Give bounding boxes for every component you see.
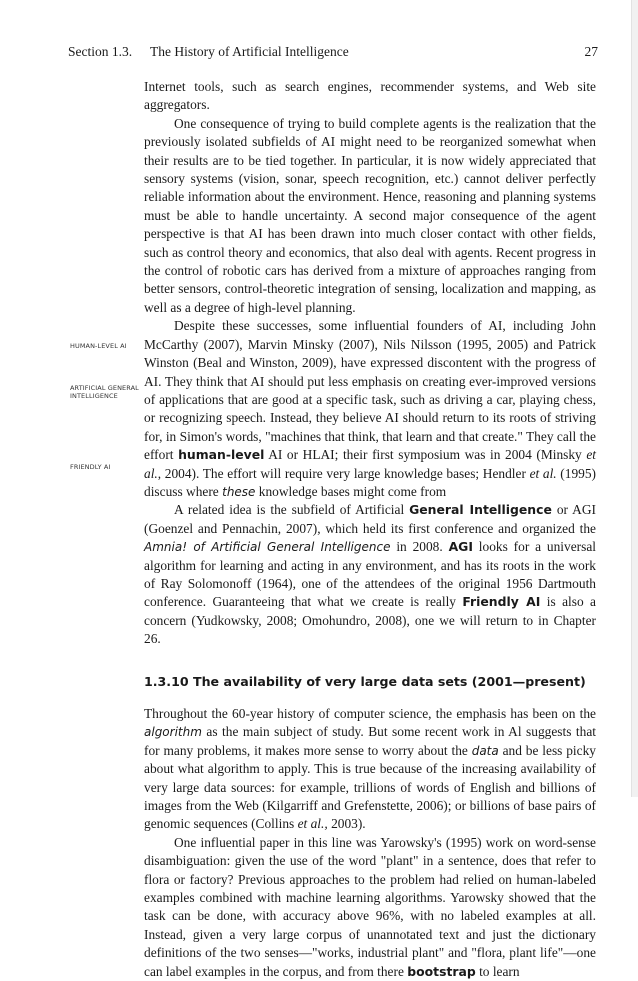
margin-note-agi: ARTIFICIAL GENERAL INTELLIGENCE [70,384,139,400]
term-bootstrap: bootstrap [407,963,476,979]
header-title: The History of Artificial Intelligence [150,44,349,59]
running-header [68,44,598,60]
page-edge [631,0,638,797]
term-human-level: human-level [178,447,265,463]
page-body [144,78,596,981]
paragraph-6: One influential paper in this line was Yarowsky's (1995) work on word-sense disambiguation: given the use of the word "plant" in a sentence, does that refer to flora or factory? Previous approaches to the problem had relied on human-labeled examples combined with machine learning algorithms. Yarowsky showed that the task can be done, with accuracy above 96%, with no labeled examples at all. Instead, given a very large corpus of unannotated text and just the dictionary definitions of the two senses—"works, industrial plant" and "flora, plant life"—one can label examples in the corpus, and from there bootstrap to learn [144,834,596,979]
paragraph-1: Internet tools, such as search engines, recommender systems, and Web site aggregators. [144,79,596,113]
paragraph-3: Despite these successes, some influential founders of AI, including John McCarthy (2007), Marvin Minsky (2007), Nils Nilsson (1995, 2005) and Patrick Winston (Beal and Winston, 2009), have expressed discontent with the progress of AI. They think that AI should put less emphasis on creating ever-improved versions of applications that are good at a specific task, such as driving a car, playing chess, or recognizing speech. Instead, they believe AI should return to its roots of striving for, in Simon's words, "machines that think, that learn and that create." They call the effort human-level AI or HLAI; their first symposium was in 2004 (Minsky et al., 2004). The effort will require very large knowledge bases; Hendler et al. (1995) discuss where these knowledge bases might come from [144,318,597,499]
header-section: Section 1.3. [68,44,133,59]
paragraph-5: Throughout the 60-year history of computer science, the emphasis has been on the algorithm as the main subject of study. But some recent work in Al suggests that for many problems, it makes more sense to worry about the data and be less picky about what algorithm to apply. This is true because of the increasing availability of very large data sources: for example, trillions of words of English and billions of images from the Web (Kilgarriff and Grefenstette, 2006); or billions of base pairs of genomic sequences (Collins et al., 2003). [144,706,596,832]
page-number: 27 [584,44,598,59]
paragraph-2: One consequence of trying to build complete agents is the realization that the previously isolated subfields of AI might need to be reorganized somewhat when their results are to be tied together. In particular, it is now widely appreciated that sensory systems (vision, sonar, speech recognition, etc.) cannot deliver perfectly reliable information about the environment. Hence, reasoning and planning systems must be able to handle uncertainty. A second major consequence of the agent perspective is that AI has been drawn into much closer contact with other fields, such as control theory and economics, that also deal with agents. Recent progress in the control of robotic cars has derived from a mixture of approaches ranging from better sensors, control-theoretic integration of sensing, localization and mapping, as well as a degree of high-level planning. [144,115,596,315]
margin-note-friendly-ai: FRIENDLY AI [70,463,111,471]
paragraph-4: A related idea is the subfield of Artificial General Intelligence or AGI (Goenzel and Pennachin, 2007), which held its first conference and organized the Amnia! of Artificial General Intelligence in 2008. AGI looks for a universal algorithm for learning and acting in any environment, and has its roots in the work of Ray Solomonoff (1964), one of the attendees of the original 1956 Dartmouth conference. Guaranteeing that what we create is really Friendly AI is also a concern (Yudkowsky, 2008; Omohundro, 2008), one we will return to in Chapter 26. [144,502,596,647]
term-friendly-ai: Friendly AI [462,594,541,610]
section-heading: 1.3.10 The availability of very large data sets (2001—present) [144,673,586,689]
margin-note-human-level-ai: HUMAN-LEVEL AI [70,342,127,350]
term-general-intelligence: General Intelligence [409,502,552,518]
journal-title: Amnia! of Artificial General Intelligence [144,540,391,555]
